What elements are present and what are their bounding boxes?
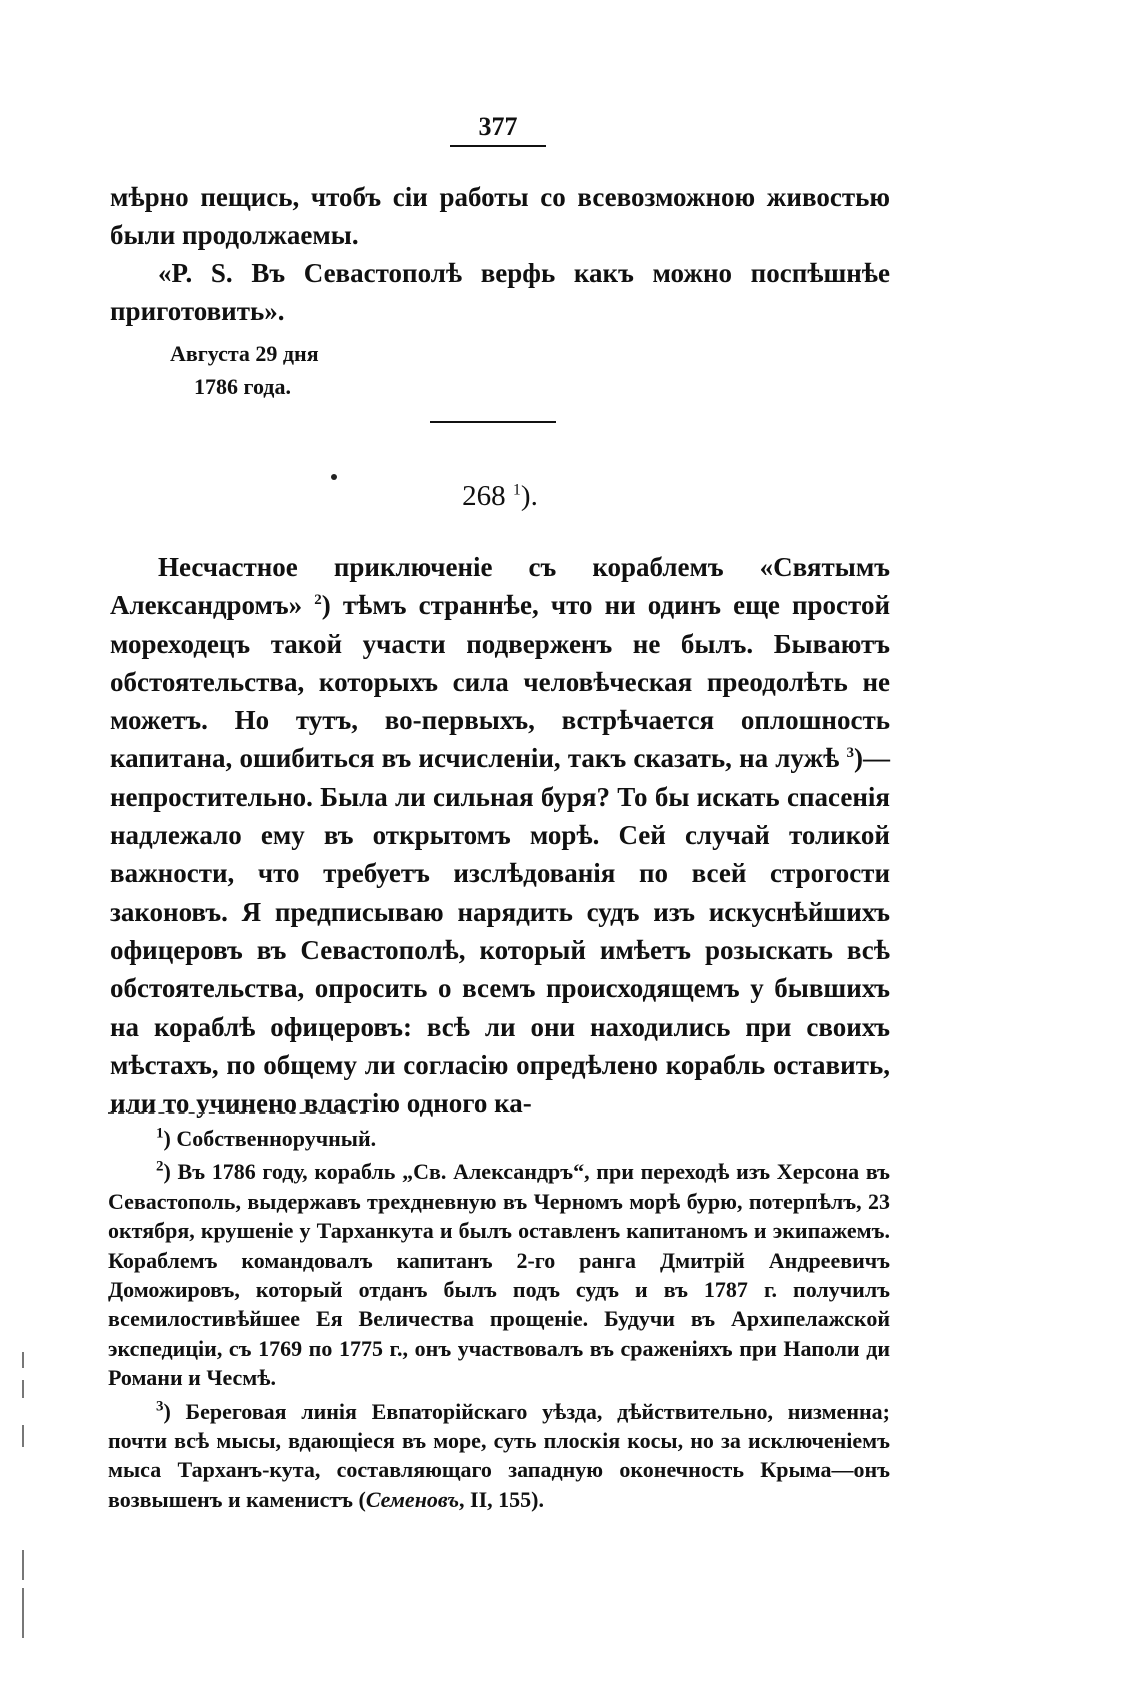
- date-block: [170, 337, 319, 403]
- continuation-paragraph: мѣрно пещись, чтобъ сіи работы со всевозможною живостью были продолжаемы.: [110, 182, 890, 250]
- scan-margin-mark: [22, 1588, 24, 1638]
- document-number-value: 268: [462, 480, 506, 512]
- date-line-year: 1786 года.: [194, 374, 291, 399]
- footnote-1: [108, 1124, 890, 1153]
- continuation-text: [110, 178, 890, 330]
- scan-margin-mark: [22, 1550, 24, 1580]
- scan-margin-mark: [22, 1352, 24, 1368]
- scan-margin-mark: [22, 1425, 24, 1447]
- footnote-2: [108, 1157, 890, 1392]
- footnote-3-mark: 3: [156, 1398, 164, 1415]
- document-number: [400, 480, 600, 513]
- letter-text-part2: тѣмъ страннѣе, что ни одинъ еще простой мореходецъ такой участи подверженъ не былъ. Бываютъ обстоятельства, которыхъ сила человѣческая преодолѣть не можетъ. Но тутъ, во-первыхъ, встрѣчается оплошность капитана, ошибиться въ исчисленіи, такъ сказать, на лужѣ: [110, 590, 890, 774]
- footnote-rule: [108, 1112, 366, 1114]
- footnote-1-text: ) Собственноручный.: [163, 1126, 377, 1151]
- section-divider: [430, 421, 556, 423]
- date-line-day: Августа 29 дня: [170, 341, 319, 366]
- footnote-ref-3: 3: [846, 745, 855, 762]
- letter-paragraph: [110, 548, 890, 1122]
- page-number: 377: [478, 112, 518, 141]
- letter-text-part1: Несчастное приключеніе съ кораблемъ «Святымъ Александромъ»: [110, 552, 890, 621]
- footnotes: [108, 1124, 890, 1518]
- letter-body: [110, 548, 890, 1122]
- footnote-ref-2-paren: ): [321, 590, 331, 621]
- scan-margin-mark: [22, 1380, 24, 1398]
- page-number-rule: [450, 145, 546, 147]
- postscript-paragraph: «P. S. Въ Севастополѣ верфь какъ можно поспѣшнѣе приготовить».: [110, 258, 890, 326]
- document-number-note-ref: 1: [512, 481, 521, 499]
- footnote-2-mark: 2: [156, 1159, 164, 1176]
- footnote-ref-2: 2: [314, 592, 322, 609]
- document-number-paren: ).: [520, 480, 538, 512]
- footnote-2-text: ) Въ 1786 году, корабль „Св. Александръ“, при переходѣ изъ Херсона въ Севастополь, выдержавъ трехдневную въ Черномъ морѣ бурю, потерпѣлъ, 23 октября, крушеніе у Тарханкута и былъ оставленъ капитаномъ и экипажемъ. Кораблемъ командовалъ капитанъ 2-го ранга Дмитрій Андреевичъ Доможировъ, который отданъ былъ подъ судъ и въ 1787 г. получилъ всемилостивѣйшее Ея Величества прощеніе. Будучи въ Архипелажской экспедиціи, съ 1769 по 1775 г., онъ участвовалъ въ сраженіяхъ при Наполи ди Романи и Чесмѣ.: [108, 1159, 890, 1391]
- print-speck: [331, 474, 337, 480]
- footnote-1-mark: 1: [156, 1125, 164, 1142]
- footnote-3-tail: , II, 155).: [459, 1486, 544, 1512]
- footnote-3-text: ) Береговая линія Евпаторійскаго уѣзда, дѣйствительно, низменна; почти всѣ мысы, вдающіеся въ море, суть плоскія косы, но за исключеніемъ мыса Тарханъ-кута, составляющаго западную оконечность Крыма—онъ возвышенъ и каменистъ (: [108, 1398, 890, 1512]
- footnote-3: [108, 1397, 890, 1515]
- letter-text-part3: )—непростительно. Была ли сильная буря? То бы искать спасенія надлежало ему въ открытомъ морѣ. Сей случай толикой важности, что требуетъ изслѣдованія по всей строгости законовъ. Я предписываю нарядить судъ изъ искуснѣйшихъ офицеровъ въ Севастополѣ, который имѣетъ розыскать всѣ обстоятельства, опросить о всемъ происходящемъ у бывшихъ на кораблѣ офицеровъ: всѣ ли они находились при своихъ мѣстахъ, по общему ли согласію опредѣлено корабль оставить, или то учинено властію одного ка-: [110, 743, 891, 1119]
- footnote-3-source: Семеновъ: [365, 1486, 460, 1512]
